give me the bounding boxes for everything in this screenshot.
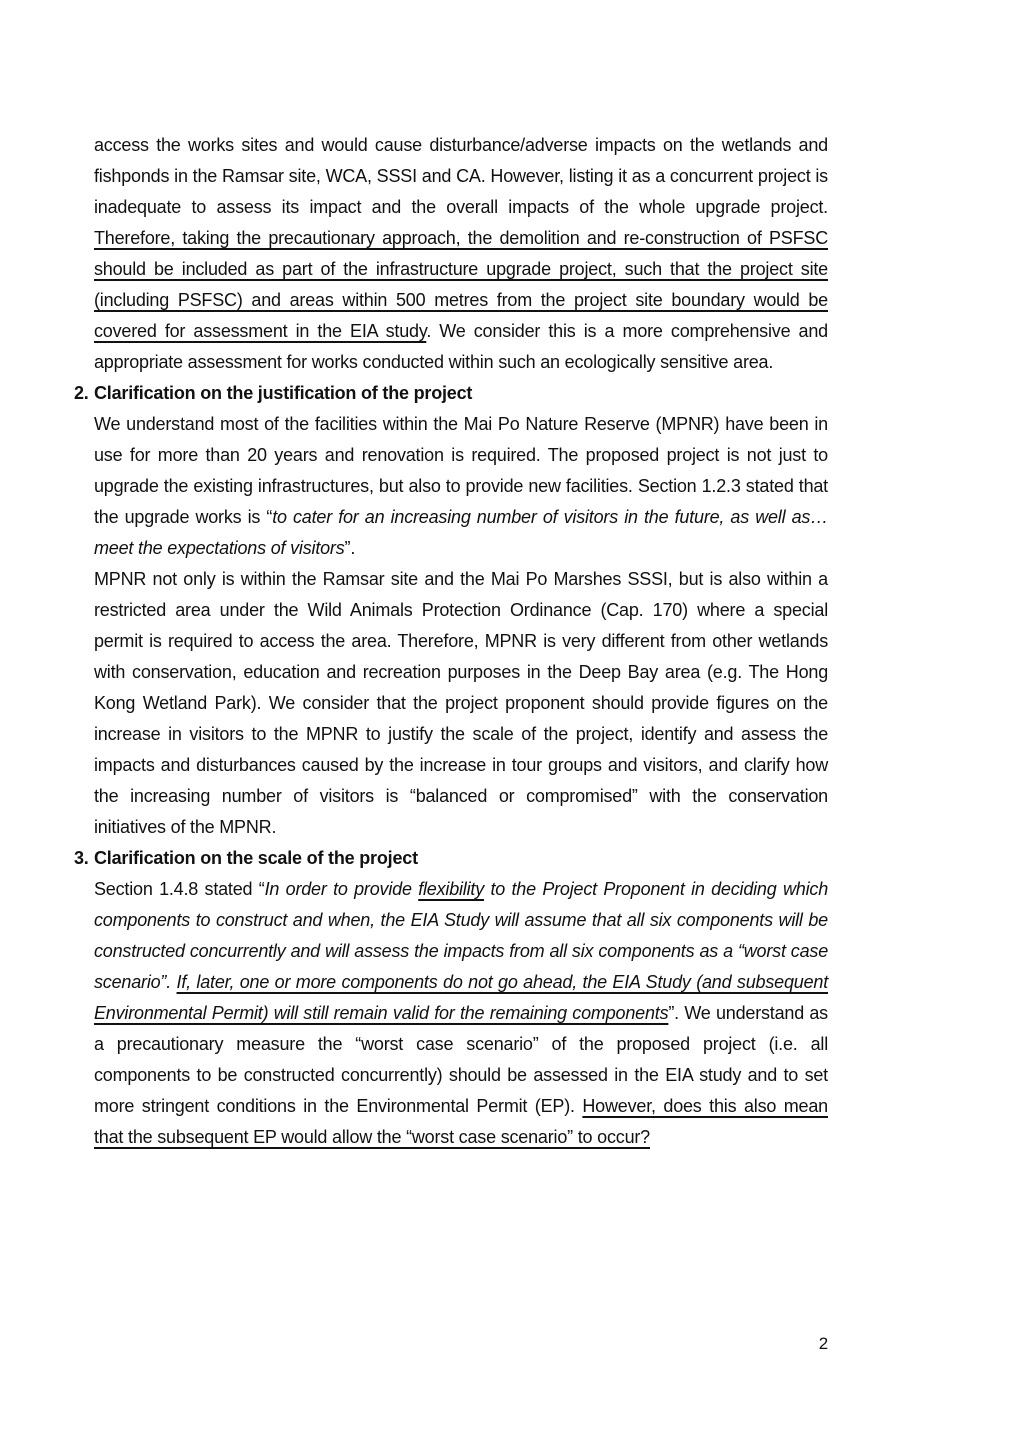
section-3 <box>74 843 828 1153</box>
text-run: Section 1.4.8 stated “ <box>94 879 265 899</box>
section-2-paragraph-1 <box>94 409 828 564</box>
text-run: ”. <box>344 538 356 558</box>
text-run: ”. We understand as a precautionary measure the “worst case scenario” of the proposed project (i.e. all components to be constructed concurrently) should be assessed in the EIA study and to set more stringent conditions in the Environmental Permit (EP). <box>94 1003 828 1116</box>
paragraph-psfsc-continuation <box>94 130 828 378</box>
section-3-paragraph-1 <box>94 874 828 1153</box>
text-run: Therefore, taking the precautionary approach, the demolition and re-construction of PSFSC should be included as part of the infrastructure upgrade project, such that the project site (including PSFSC) and areas within 500 metres from the project site boundary would be covered for assessment in the EIA study <box>94 228 828 341</box>
text-run: If, later, one or more components do not go ahead, the EIA Study (and subsequent Environmental Permit) will still remain valid for the remaining components <box>94 972 828 1023</box>
text-run: flexibility <box>418 879 485 899</box>
page-number: 2 <box>818 1334 828 1353</box>
section-2-number: 2. <box>74 383 89 403</box>
text-run: MPNR not only is within the Ramsar site and the Mai Po Marshes SSSI, but is also within a restricted area under the Wild Animals Protection Ordinance (Cap. 170) where a special permit is required to access the area. Therefore, MPNR is very different from other wetlands with conservation, education and recreation purposes in the Deep Bay area (e.g. The Hong Kong Wetland Park). We consider that the project proponent should provide figures on the increase in visitors to the MPNR to justify the scale of the project, identify and assess the impacts and disturbances caused by the increase in tour groups and visitors, and clarify how the increasing number of visitors is “balanced or compromised” with the conservation initiatives of the MPNR. <box>94 569 828 837</box>
text-run: In order to provide <box>264 879 419 899</box>
section-2 <box>74 378 828 843</box>
section-3-number: 3. <box>74 848 89 868</box>
section-2-paragraph-2 <box>94 564 828 843</box>
text-run: access the works sites and would cause disturbance/adverse impacts on the wetlands and fishponds in the Ramsar site, WCA, SSSI and CA. However, listing it as a concurrent project is inadequate to assess its impact and the overall impacts of the whole upgrade project. <box>94 135 828 217</box>
text-run: to cater for an increasing number of visitors in the future, as well as…meet the expectations of visitors <box>94 507 828 558</box>
text-run: to the Project Proponent in deciding which components to construct and when, the EIA Study will assume that all six components will be constructed concurrently and will assess the impacts from all six components as a “worst case scenario”. <box>94 879 828 992</box>
section-2-heading: Clarification on the justification of the project <box>94 383 473 403</box>
document-body <box>74 130 828 1153</box>
text-run: We understand most of the facilities within the Mai Po Nature Reserve (MPNR) have been in use for more than 20 years and renovation is required. The proposed project is not just to upgrade the existing infrastructures, but also to provide new facilities. Section 1.2.3 stated that the upgrade works is “ <box>94 414 828 527</box>
text-run: However, does this also mean that the subsequent EP would allow the “worst case scenario” to occur? <box>94 1096 828 1147</box>
section-3-heading: Clarification on the scale of the project <box>94 848 418 868</box>
text-run: . We consider this is a more comprehensive and appropriate assessment for works conducted within such an ecologically sensitive area. <box>94 321 828 372</box>
